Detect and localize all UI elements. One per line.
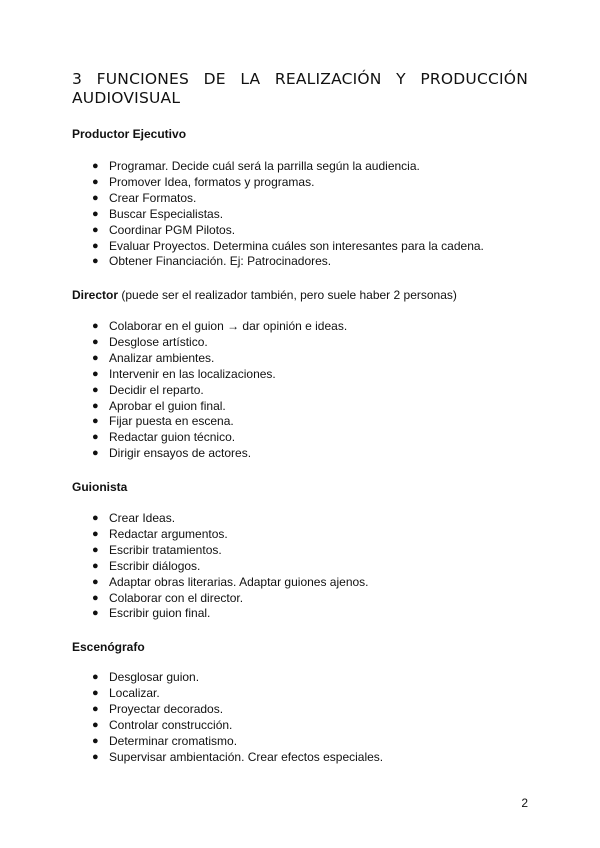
bullet-icon: ●: [92, 718, 99, 731]
bullet-list: [72, 670, 383, 765]
bullet-icon: ●: [92, 686, 99, 699]
section-title-line-1: 3 FUNCIONES DE LA REALIZACIÓN Y PRODUCCIÓN: [72, 70, 528, 88]
list-item: ● Desglose artístico.: [92, 334, 208, 349]
list-item: ● Fijar puesta en escena.: [92, 414, 234, 429]
bullet-icon: ●: [92, 223, 99, 236]
bullet-icon: ●: [92, 575, 99, 588]
bullet-icon: ●: [92, 175, 99, 188]
bullet-icon: ●: [92, 383, 99, 396]
list-item: ● Crear Formatos.: [92, 190, 197, 205]
bullet-icon: ●: [92, 320, 99, 332]
section-heading: [72, 639, 528, 655]
bullet-icon: ●: [92, 607, 99, 620]
bullet-icon: ●: [92, 399, 99, 412]
heading-text: Director: [72, 288, 119, 302]
list-item: ● Coordinar PGM Pilotos.: [92, 222, 236, 237]
bullet-list: [72, 511, 369, 622]
heading-note: (puede ser el realizador también, pero suele haber 2 personas): [118, 288, 457, 302]
bullet-icon: ●: [92, 335, 99, 348]
section-productor-ejecutivo: [72, 126, 528, 269]
section-guionista: [72, 479, 528, 621]
list-item: ● Obtener Financiación. Ej: Patrocinadores.: [92, 254, 332, 269]
section-heading: [72, 287, 528, 303]
bullet-icon: ●: [92, 591, 99, 604]
section-escenografo: [72, 639, 528, 764]
section-director: [72, 287, 528, 461]
list-item: ● Colaborar con el director.: [92, 590, 244, 605]
heading-text: Guionista: [72, 480, 128, 494]
list-item: ● Escribir tratamientos.: [92, 542, 222, 557]
bullet-icon: ●: [92, 559, 99, 572]
list-item: ● Crear Ideas.: [92, 511, 176, 525]
list-item: ● Localizar.: [92, 685, 160, 700]
list-item: ● Colaborar en el guion → dar opinión e ideas.: [92, 319, 348, 333]
page-number: 2: [521, 796, 528, 810]
list-item: ● Determinar cromatismo.: [92, 733, 238, 748]
section-title: [72, 70, 528, 108]
list-item: ● Evaluar Proyectos. Determina cuáles son interesantes para la cadena.: [92, 238, 484, 253]
bullet-icon: ●: [92, 239, 99, 252]
bullet-icon: ●: [92, 543, 99, 556]
list-item: ● Buscar Especialistas.: [92, 206, 224, 221]
bullet-list: [72, 159, 484, 270]
list-item: ● Controlar construcción.: [92, 717, 233, 732]
bullet-icon: ●: [92, 527, 99, 540]
list-item: ● Dirigir ensayos de actores.: [92, 446, 252, 461]
bullet-icon: ●: [92, 207, 99, 220]
section-heading: [72, 126, 528, 142]
bullet-list: [72, 319, 347, 462]
bullet-icon: ●: [92, 160, 99, 172]
list-item: ● Supervisar ambientación. Crear efectos especiales.: [92, 749, 384, 764]
list-item: ● Escribir guion final.: [92, 606, 211, 621]
bullet-icon: ●: [92, 431, 99, 444]
list-item: ● Redactar guion técnico.: [92, 430, 236, 445]
bullet-icon: ●: [92, 512, 99, 524]
section-title-line-2: AUDIOVISUAL: [72, 89, 181, 107]
list-item: ● Promover Idea, formatos y programas.: [92, 174, 315, 189]
list-item: ● Redactar argumentos.: [92, 526, 228, 541]
heading-text: Productor Ejecutivo: [72, 127, 187, 141]
list-item: ● Programar. Decide cuál será la parrilla según la audiencia.: [92, 159, 420, 173]
bullet-icon: ●: [92, 351, 99, 364]
heading-text: Escenógrafo: [72, 640, 145, 654]
bullet-icon: ●: [92, 734, 99, 747]
list-item: ● Proyectar decorados.: [92, 701, 224, 716]
bullet-icon: ●: [92, 447, 99, 460]
bullet-icon: ●: [92, 750, 99, 763]
bullet-icon: ●: [92, 255, 99, 268]
section-heading: [72, 479, 528, 495]
list-item: ● Desglosar guion.: [92, 670, 200, 684]
bullet-icon: ●: [92, 671, 99, 683]
list-item: ● Adaptar obras literarias. Adaptar guiones ajenos.: [92, 574, 369, 589]
bullet-icon: ●: [92, 702, 99, 715]
list-item: ● Intervenir en las localizaciones.: [92, 366, 276, 381]
list-item: ● Analizar ambientes.: [92, 350, 215, 365]
bullet-icon: ●: [92, 415, 99, 428]
list-item: ● Escribir diálogos.: [92, 558, 201, 573]
list-item: ● Decidir el reparto.: [92, 382, 204, 397]
bullet-icon: ●: [92, 367, 99, 380]
list-item: ● Aprobar el guion final.: [92, 398, 226, 413]
bullet-icon: ●: [92, 191, 99, 204]
